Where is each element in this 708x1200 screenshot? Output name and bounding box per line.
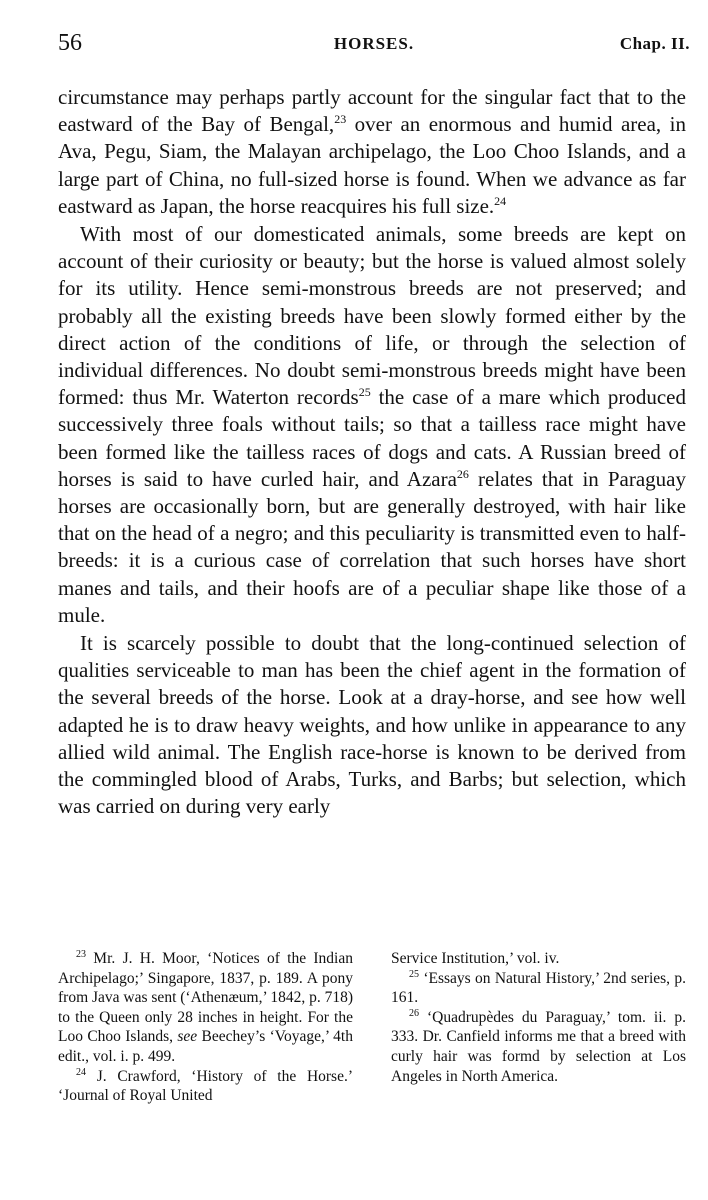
- footnote-ref-25: 25: [358, 385, 371, 400]
- chapter-label: Chap. II.: [619, 34, 690, 53]
- footnote-number: 25: [409, 968, 419, 980]
- footnotes-right-column: [391, 949, 686, 1106]
- paragraph-1: [58, 84, 686, 220]
- paragraph-2: [58, 221, 686, 629]
- footnote-25: [391, 969, 686, 1008]
- footnote-26: [391, 1008, 686, 1086]
- footnotes-left-column: [58, 949, 353, 1106]
- footnote-24: [58, 1067, 353, 1106]
- running-header: [58, 30, 690, 70]
- footnote-text: Mr. J. H. Moor, ‘Notices of the Indian Archipelago;’ Singapore, 1837, p. 189. A pony from Java was sent (‘Athenæum,’ 1842, p. 718) to the Queen only 28 inches in height. For the Loo Choo Islands,: [58, 950, 354, 1046]
- paragraph-3: It is scarcely possible to doubt that the long-continued selection of qualities serviceable to man has been the chief agent in the formation of the several breeds of the horse. Look at a dray-horse, and see how well adapted he is to draw heavy weights, and how unlike in appearance to any allied wild animal. The English race-horse is known to be derived from the commingled blood of Arabs, Turks, and Barbs; but selection, which was carried on during very early: [58, 631, 686, 819]
- text-run: the case of a mare which produced successively three foals without tails; so that a tailless race might have been formed like the tailless races of dogs and cats. A Russian breed of horses is said to have curled hair, and Azara: [58, 385, 687, 491]
- footnote-text: Beechey’s ‘Voyage,’ 4th edit., vol. i. p. 499.: [58, 1028, 353, 1065]
- text-run: circumstance may perhaps partly account for the singular fact that to the eastward of the Bay of Bengal,: [58, 85, 686, 137]
- footnote-italic: see: [177, 1028, 198, 1046]
- page-number: 56: [58, 30, 82, 56]
- footnote-number: 23: [76, 948, 86, 960]
- footnote-text: ‘Essays on Natural History,’ 2nd series, p. 161.: [391, 969, 686, 1007]
- footnote-24-continued: Service Institution,’ vol. iv.: [391, 950, 560, 967]
- text-run: relates that in Paraguay horses are occasionally born, but are generally destroyed, with hair like that on the head of a negro; and this peculiarity is transmitted even to half-breeds: it is a curious case of correlation that such horses have short manes and tails, and their hoofs are of a peculiar shape like those of a mule.: [58, 466, 686, 627]
- footnote-ref-26: 26: [456, 466, 469, 481]
- footnote-number: 26: [409, 1007, 419, 1019]
- footnote-text: J. Crawford, ‘History of the Horse.’ ‘Journal of Royal United: [58, 1067, 353, 1105]
- footnote-23: [58, 949, 353, 1067]
- footnote-ref-24: 24: [494, 193, 507, 208]
- running-title: HORSES.: [333, 34, 415, 53]
- footnote-text: ‘Quadrupèdes du Paraguay,’ tom. ii. p. 333. Dr. Canfield informs me that a breed with curly hair was formd by selection at Los Angeles in North America.: [391, 1008, 686, 1085]
- footnote-number: 24: [76, 1066, 86, 1078]
- footnotes: [58, 949, 686, 1106]
- text-run: With most of our domesticated animals, some breeds are kept on account of their curiosity or beauty; but the horse is valued almost solely for its utility. Hence semi-monstrous breeds are not preserved; and probably all the existing breeds have been slowly formed either by the direct action of the conditions of life, or through the selection of individual differences. No doubt semi-monstrous breeds might have been formed: thus Mr. Waterton records: [58, 222, 686, 410]
- text-run: over an enormous and humid area, in Ava, Pegu, Siam, the Malayan archipelago, the Loo Choo Islands, and a large part of China, no full-sized horse is found. When we advance as far eastward as Japan, the horse reacquires his full size.: [58, 112, 686, 218]
- main-text: [58, 84, 686, 820]
- footnote-ref-23: 23: [334, 112, 347, 127]
